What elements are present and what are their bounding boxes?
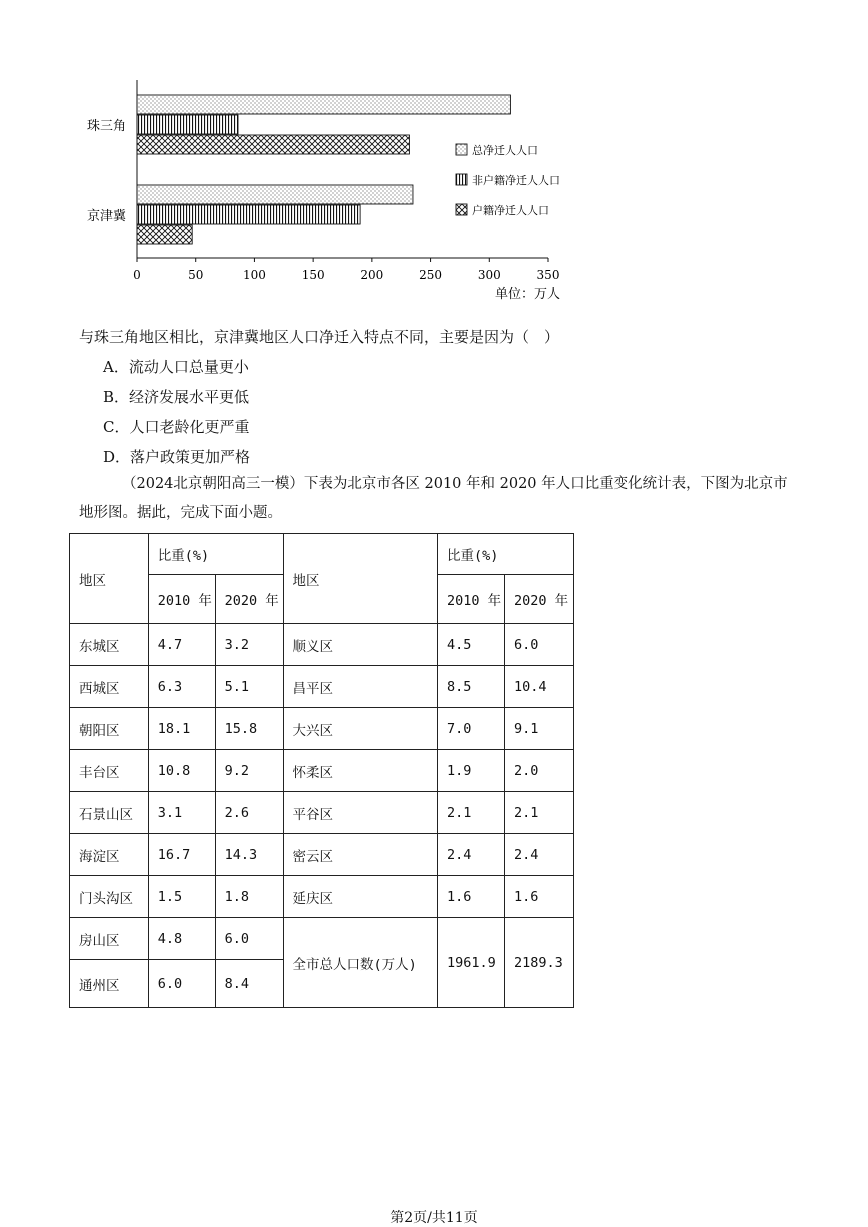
cell-region-left: 丰台区 — [70, 750, 149, 792]
x-tick-label: 150 — [301, 268, 325, 282]
cell-value-2020-left: 6.0 — [215, 918, 283, 960]
bar-2-1 — [137, 185, 413, 204]
cell-value-2010-right: 1.9 — [438, 750, 505, 792]
table-row — [70, 750, 574, 792]
cell-value-2010-right: 2.1 — [438, 792, 505, 834]
cell-region-right: 延庆区 — [283, 876, 438, 918]
bar-1-2 — [137, 115, 238, 134]
chart-bars — [137, 95, 510, 244]
chart-legend — [456, 143, 560, 217]
cell-region-right: 怀柔区 — [283, 750, 438, 792]
cell-region-right: 大兴区 — [283, 708, 438, 750]
header-year-2020-left: 2020 年 — [215, 575, 283, 624]
legend-label: 非户籍净迁人人口 — [472, 174, 560, 187]
cell-value-2010-right: 1.6 — [438, 876, 505, 918]
bar-2-2 — [137, 205, 360, 224]
x-tick-label: 250 — [419, 268, 443, 282]
cell-value-2020-right: 2.0 — [505, 750, 574, 792]
cell-value-2010-right: 4.5 — [438, 624, 505, 666]
cell-value-2020-right: 10.4 — [505, 666, 574, 708]
bar-1-1 — [137, 95, 510, 114]
cell-region-left: 西城区 — [70, 666, 149, 708]
cell-value-2020-left: 5.1 — [215, 666, 283, 708]
cell-value-2020-left: 2.6 — [215, 792, 283, 834]
table-row — [70, 708, 574, 750]
header-region-left: 地区 — [70, 534, 149, 624]
x-tick-label: 50 — [188, 268, 204, 282]
intro-line-2: 地形图。据此，完成下面小题。 — [79, 505, 282, 521]
cell-value-2010-right: 8.5 — [438, 666, 505, 708]
cell-value-2010-left: 6.3 — [148, 666, 215, 708]
table-body — [70, 534, 574, 1008]
cell-total-label: 全市总人口数(万人) — [283, 918, 438, 1008]
question-stem: 与珠三角地区相比，京津冀地区人口净迁入特点不同，主要是因为（ ） — [79, 328, 560, 346]
cell-value-2020-right: 9.1 — [505, 708, 574, 750]
cell-region-left: 东城区 — [70, 624, 149, 666]
cell-region-left: 门头沟区 — [70, 876, 149, 918]
cell-value-2010-right: 2.4 — [438, 834, 505, 876]
intro-paragraph — [79, 470, 799, 528]
cell-value-2020-right: 2.4 — [505, 834, 574, 876]
legend-swatch — [456, 204, 467, 215]
x-tick-label: 0 — [133, 268, 141, 282]
x-tick-label: 100 — [242, 268, 266, 282]
cell-value-2010-left: 4.8 — [148, 918, 215, 960]
header-ratio-right: 比重(%) — [438, 534, 574, 575]
header-year-2010-left: 2010 年 — [148, 575, 215, 624]
table-row — [70, 792, 574, 834]
cell-region-left: 石景山区 — [70, 792, 149, 834]
table-row — [70, 918, 574, 960]
intro-line-1: （2024北京朝阳高三一模）下表为北京市各区 2010 年和 2020 年人口比重变化统计表，下图为北京市 — [122, 476, 788, 492]
cell-value-2010-left: 10.8 — [148, 750, 215, 792]
header-ratio-left: 比重(%) — [148, 534, 283, 575]
cell-value-2010-left: 16.7 — [148, 834, 215, 876]
cell-value-2010-right: 7.0 — [438, 708, 505, 750]
cell-region-right: 平谷区 — [283, 792, 438, 834]
cell-value-2020-left: 8.4 — [215, 960, 283, 1008]
category-label: 京津冀 — [86, 209, 126, 224]
cell-value-2010-left: 18.1 — [148, 708, 215, 750]
cell-value-2020-left: 15.8 — [215, 708, 283, 750]
legend-label: 户籍净迁人人口 — [472, 204, 549, 217]
cell-value-2020-right: 6.0 — [505, 624, 574, 666]
page-footer: 第2页/共11页 — [390, 1210, 478, 1226]
cell-value-2010-left: 4.7 — [148, 624, 215, 666]
cell-value-2020-right: 2.1 — [505, 792, 574, 834]
cell-value-2010-left: 3.1 — [148, 792, 215, 834]
table-row — [70, 876, 574, 918]
cell-value-2020-right: 1.6 — [505, 876, 574, 918]
cell-value-2010-left: 6.0 — [148, 960, 215, 1008]
cell-region-right: 密云区 — [283, 834, 438, 876]
cell-region-right: 昌平区 — [283, 666, 438, 708]
cell-value-2010-left: 1.5 — [148, 876, 215, 918]
cell-region-right: 顺义区 — [283, 624, 438, 666]
cell-region-left: 海淀区 — [70, 834, 149, 876]
legend-label: 总净迁人人口 — [472, 144, 538, 157]
migration-bar-chart — [0, 0, 868, 310]
table-row — [70, 834, 574, 876]
cell-region-left: 朝阳区 — [70, 708, 149, 750]
option-d: D．落户政策更加严格 — [103, 448, 251, 466]
x-tick-label: 200 — [360, 268, 384, 282]
cell-value-2020-left: 14.3 — [215, 834, 283, 876]
cell-total-2010: 1961.9 — [438, 918, 505, 1008]
option-a: A．流动人口总量更小 — [103, 358, 249, 376]
header-year-2010-right: 2010 年 — [438, 575, 505, 624]
cell-region-left: 通州区 — [70, 960, 149, 1008]
cell-value-2020-left: 3.2 — [215, 624, 283, 666]
option-b: B．经济发展水平更低 — [103, 388, 250, 406]
option-c: C．人口老龄化更严重 — [103, 418, 250, 436]
legend-swatch — [456, 144, 467, 155]
cell-total-2020: 2189.3 — [505, 918, 574, 1008]
bar-2-3 — [137, 225, 192, 244]
category-label: 珠三角 — [86, 119, 126, 134]
header-region-right: 地区 — [283, 534, 438, 624]
legend-swatch — [456, 174, 467, 185]
x-tick-label: 300 — [477, 268, 501, 282]
table-row — [70, 666, 574, 708]
x-tick-label: 350 — [536, 268, 560, 282]
table-row — [70, 624, 574, 666]
cell-region-left: 房山区 — [70, 918, 149, 960]
cell-value-2020-left: 1.8 — [215, 876, 283, 918]
header-year-2020-right: 2020 年 — [505, 575, 574, 624]
bar-1-3 — [137, 135, 409, 154]
unit-label: 单位：万人 — [494, 287, 560, 302]
cell-value-2020-left: 9.2 — [215, 750, 283, 792]
population-ratio-table — [69, 533, 574, 1008]
